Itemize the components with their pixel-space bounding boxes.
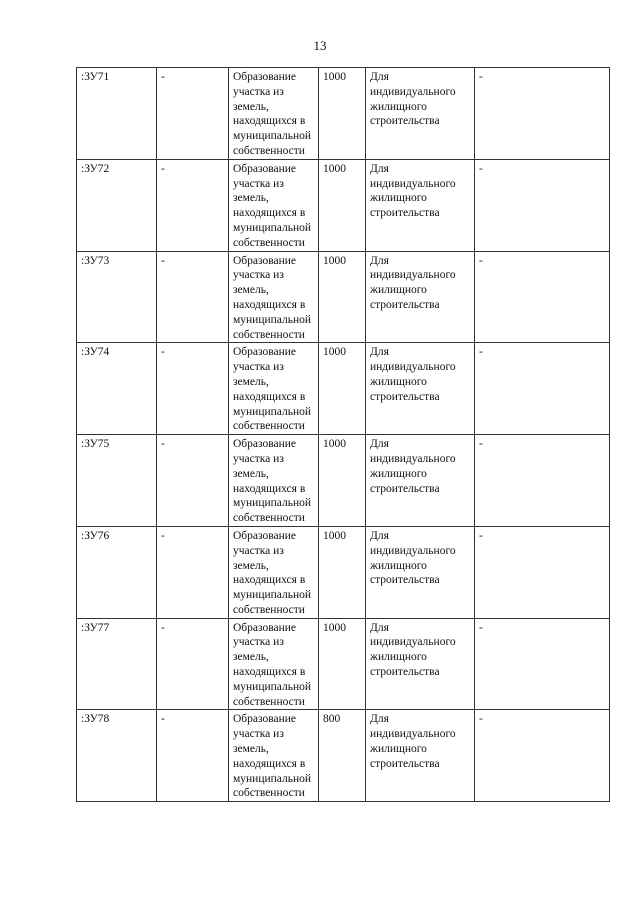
- dash-cell: -: [475, 68, 610, 160]
- dash-cell: -: [475, 435, 610, 527]
- land-plots-table: [76, 67, 610, 802]
- permitted-use-text: Для индивидуального жилищного строительства: [370, 254, 456, 311]
- dash-cell: -: [157, 435, 229, 527]
- table-row: [77, 618, 610, 710]
- permitted-use-cell: [366, 526, 475, 618]
- description-text: Образование участка из земель, находящихся в муниципальной собственности: [233, 254, 312, 341]
- dash-cell: -: [475, 618, 610, 710]
- dash-cell: -: [157, 343, 229, 435]
- dash-cell: -: [157, 159, 229, 251]
- permitted-use-cell: [366, 159, 475, 251]
- table-row: [77, 159, 610, 251]
- description-cell: [229, 435, 319, 527]
- description-text: Образование участка из земель, находящихся в муниципальной собственности: [233, 713, 312, 800]
- description-text: Образование участка из земель, находящихся в муниципальной собственности: [233, 162, 312, 249]
- permitted-use-text: Для индивидуального жилищного строительства: [370, 162, 456, 220]
- area-cell: 1000: [319, 526, 366, 618]
- dash-cell: -: [157, 710, 229, 802]
- dash-cell: -: [475, 159, 610, 251]
- permitted-use-cell: [366, 710, 475, 802]
- description-text: Образование участка из земель, находящихся в муниципальной собственности: [233, 621, 312, 708]
- permitted-use-text: Для индивидуального жилищного строительства: [370, 529, 456, 587]
- table-row: [77, 435, 610, 527]
- description-text: Образование участка из земель, находящихся в муниципальной собственности: [233, 71, 312, 157]
- description-cell: [229, 526, 319, 618]
- description-cell: [229, 343, 319, 435]
- dash-cell: -: [157, 526, 229, 618]
- area-cell: 800: [319, 710, 366, 802]
- permitted-use-text: Для индивидуального жилищного строительства: [370, 621, 456, 679]
- description-text: Образование участка из земель, находящихся в муниципальной собственности: [233, 529, 312, 616]
- area-cell: 1000: [319, 343, 366, 435]
- description-cell: [229, 68, 319, 160]
- plot-id-cell: :ЗУ78: [77, 710, 157, 802]
- permitted-use-cell: [366, 343, 475, 435]
- area-cell: 1000: [319, 251, 366, 343]
- area-cell: 1000: [319, 68, 366, 160]
- plot-id-cell: :ЗУ73: [77, 251, 157, 343]
- page-number: 13: [313, 38, 327, 53]
- description-text: Образование участка из земель, находящихся в муниципальной собственности: [233, 346, 312, 433]
- dash-cell: -: [157, 251, 229, 343]
- plot-id-cell: :ЗУ71: [77, 68, 157, 160]
- dash-cell: -: [475, 343, 610, 435]
- plot-id-cell: :ЗУ72: [77, 159, 157, 251]
- table-row: [77, 68, 610, 160]
- plot-id-cell: :ЗУ74: [77, 343, 157, 435]
- dash-cell: -: [475, 710, 610, 802]
- description-text: Образование участка из земель, находящихся в муниципальной собственности: [233, 438, 312, 525]
- description-cell: [229, 710, 319, 802]
- table-row: [77, 710, 610, 802]
- permitted-use-text: Для индивидуального жилищного строительства: [370, 713, 456, 770]
- area-cell: 1000: [319, 435, 366, 527]
- table-body: [77, 68, 610, 802]
- area-cell: 1000: [319, 159, 366, 251]
- table-row: [77, 526, 610, 618]
- description-cell: [229, 618, 319, 710]
- permitted-use-cell: [366, 251, 475, 343]
- permitted-use-text: Для индивидуального жилищного строительства: [370, 346, 456, 403]
- plot-id-cell: :ЗУ77: [77, 618, 157, 710]
- table-row: [77, 251, 610, 343]
- permitted-use-cell: [366, 68, 475, 160]
- description-cell: [229, 159, 319, 251]
- dash-cell: -: [157, 68, 229, 160]
- area-cell: 1000: [319, 618, 366, 710]
- dash-cell: -: [475, 526, 610, 618]
- dash-cell: -: [475, 251, 610, 343]
- permitted-use-text: Для индивидуального жилищного строительства: [370, 71, 456, 128]
- permitted-use-text: Для индивидуального жилищного строительства: [370, 438, 456, 495]
- dash-cell: -: [157, 618, 229, 710]
- table-row: [77, 343, 610, 435]
- plot-id-cell: :ЗУ75: [77, 435, 157, 527]
- permitted-use-cell: [366, 435, 475, 527]
- plot-id-cell: :ЗУ76: [77, 526, 157, 618]
- description-cell: [229, 251, 319, 343]
- permitted-use-cell: [366, 618, 475, 710]
